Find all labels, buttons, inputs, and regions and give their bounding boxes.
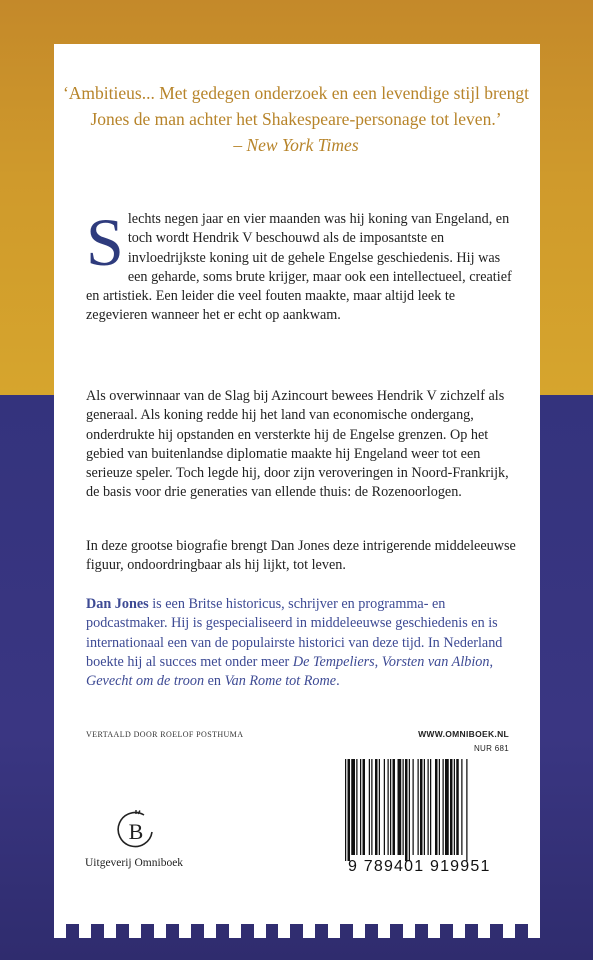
- perforated-edge: [54, 924, 540, 938]
- quote-source: New York Times: [246, 135, 359, 155]
- book-title: Vorsten van Albion: [381, 653, 490, 670]
- publisher-website: WWW.OMNIBOEK.NL: [418, 729, 509, 739]
- quote-text: ‘Ambitieus... Met gedegen onderzoek en een levendige stijl brengt Jones de man achter het Shakespeare-personage tot leven.’: [62, 83, 530, 129]
- omniboek-logo-icon: [114, 808, 158, 852]
- book-title: Van Rome tot Rome: [224, 673, 337, 690]
- author-bio: Dan Jones is een Britse historicus, schrijver en programma- en podcastmaker. Hij is gespecialiseerd in middeleeuwse geschiedenis en is internationaal een van de populairste historici van deze tijd. In Nederland boekte hij al succes met onder meer De Tempeliers, Vorsten van Albion, Gevecht om de troon en Van Rome tot Rome.: [86, 596, 503, 690]
- quote-source-prefix: –: [233, 135, 247, 155]
- book-title: Gevecht om de troon: [86, 673, 205, 690]
- publisher-name: Uitgeverij Omniboek: [85, 857, 184, 869]
- paragraph-intro: [86, 204, 518, 326]
- author-name: Dan Jones: [86, 596, 149, 612]
- review-quote: [56, 80, 536, 158]
- nur-code: NUR 681: [473, 744, 509, 753]
- svg-text:B: B: [128, 819, 144, 844]
- paragraph-intro-text: lechts negen jaar en vier maanden was hij koning van Engeland, en toch wordt Hendrik V beschouwd als de imposantste en invloedrijkste koning uit de gehele Engelse geschiedenis. Hij was een geharde, soms brute krijger, maar ook een intellectueel, creatief en artistiek. Een leider die veel fouten maakte, maar altijd leek te zegevieren wanneer het er echt op aankwam.: [86, 211, 512, 324]
- paragraph-achievements: Als overwinnaar van de Slag bij Azincourt bewees Hendrik V zichzelf als generaal. Als koning redde hij het land van economische ondergang, onderdrukte hij opstanden en versterkte hij de Engelse grenzen. Op het gebied van buitenlandse diplomatie maakte hij Engeland weer tot een serieuze speler. Toch legde hij, door zijn veroveringen in Noord-Frankrijk, de basis voor drie generaties van ellende thuis: de Rozenoorlogen.: [86, 388, 509, 501]
- drop-cap: S: [86, 204, 124, 280]
- isbn-number: 9 789401 919951: [348, 858, 491, 875]
- paragraph-biography: In deze grootse biografie brengt Dan Jones deze intrigerende middeleeuwse figuur, ondoordringbaar als hij lijkt, tot leven.: [86, 538, 516, 574]
- translator-credit: VERTAALD DOOR ROELOF POSTHUMA: [86, 730, 244, 739]
- barcode-icon: [339, 755, 516, 863]
- book-title: De Tempeliers: [292, 653, 375, 670]
